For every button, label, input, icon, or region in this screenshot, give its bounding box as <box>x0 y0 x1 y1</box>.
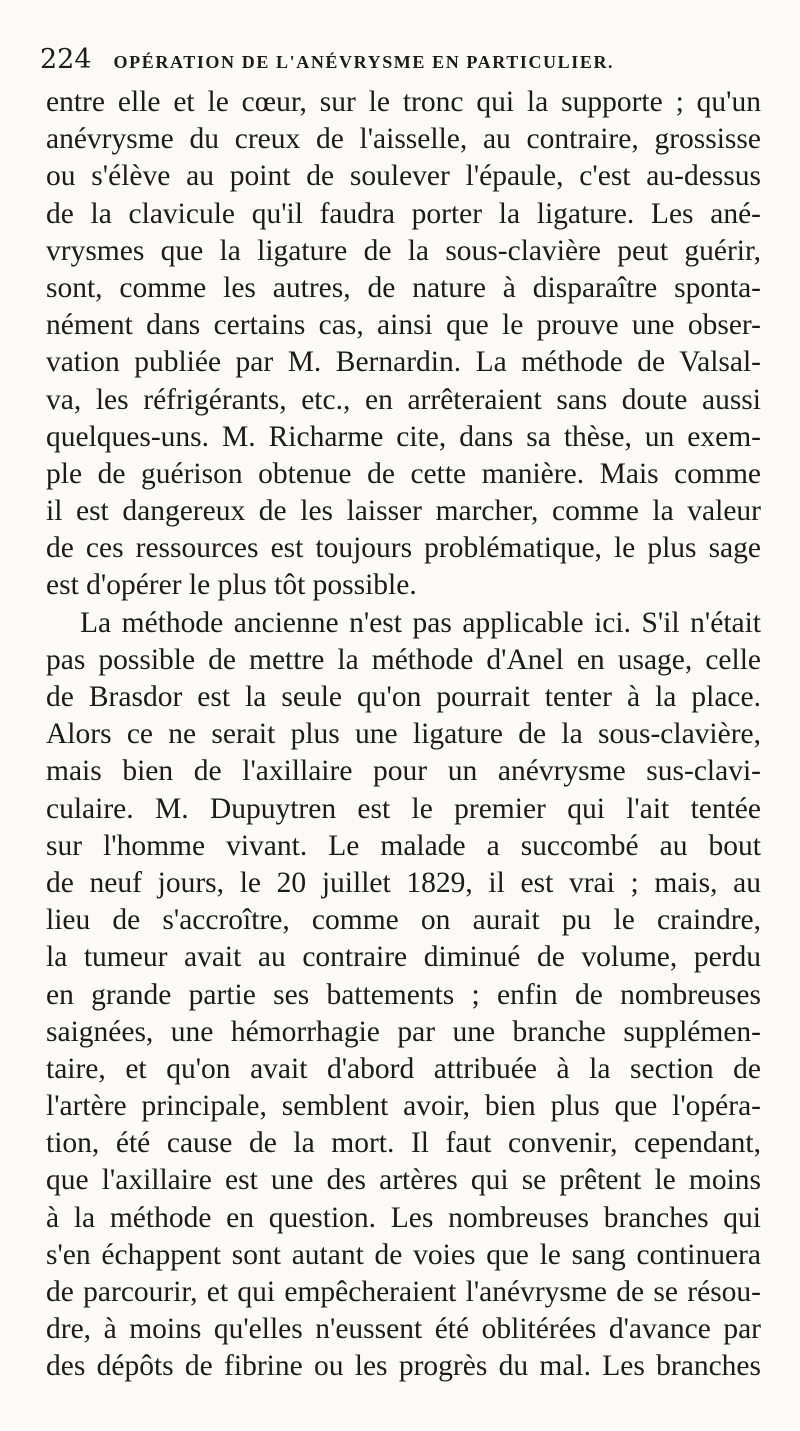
text-line: taire, et qu'on avait d'abord attribuée à la section de <box>46 1052 761 1085</box>
text-line: Alors ce ne serait plus une ligature de la sous-clavière, <box>46 718 761 751</box>
text-line: que l'axillaire est une des artères qui se prêtent le moins <box>46 1164 761 1197</box>
text-line: de la clavicule qu'il faudra porter la ligature. Les ané- <box>46 197 761 230</box>
text-line: de Brasdor est la seule qu'on pourrait tenter à la place. <box>46 681 761 713</box>
text-line: de neuf jours, le 20 juillet 1829, il est vrai ; mais, au <box>46 866 761 899</box>
body-text <box>46 84 766 1386</box>
text-line: s'en échappent sont autant de voies que le sang continuera <box>46 1238 761 1271</box>
text-line: entre elle et le cœur, sur le tronc qui la supporte ; qu'un <box>46 86 761 118</box>
text-line: de parcourir, et qui empêcheraient l'anévrysme de se résou- <box>46 1276 761 1308</box>
text-line: ou s'élève au point de soulever l'épaule, c'est au-dessus <box>46 160 761 193</box>
page-header <box>40 44 760 80</box>
text-line: vrysmes que la ligature de la sous-clavière peut guérir, <box>46 234 761 267</box>
text-line: mais bien de l'axillaire pour un anévrysme sus-clavi- <box>46 755 761 788</box>
text-line: anévrysme du creux de l'aisselle, au contraire, grossisse <box>46 123 761 156</box>
text-line: dre, à moins qu'elles n'eussent été oblitérées d'avance par <box>46 1313 761 1346</box>
paragraph-start-line: La méthode ancienne n'est pas applicable ici. S'il n'était <box>80 606 761 639</box>
text-line: des dépôts de fibrine ou les progrès du mal. Les branches <box>46 1350 761 1383</box>
text-line: sont, comme les autres, de nature à disparaître sponta- <box>46 271 761 304</box>
text-line: ple de guérison obtenue de cette manière. Mais comme <box>46 457 761 490</box>
text-line: est d'opérer le plus tôt possible. <box>46 569 417 602</box>
text-line: va, les réfrigérants, etc., en arrêteraient sans doute aussi <box>46 383 761 416</box>
text-line: de ces ressources est toujours problématique, le plus sage <box>46 532 761 565</box>
text-line: à la méthode en question. Les nombreuses branches qui <box>46 1201 761 1234</box>
text-line: lieu de s'accroître, comme on aurait pu le craindre, <box>46 904 761 937</box>
text-line: culaire. M. Dupuytren est le premier qui l'ait tentée <box>46 792 761 825</box>
text-line: la tumeur avait au contraire diminué de volume, perdu <box>46 941 761 974</box>
text-line: nément dans certains cas, ainsi que le prouve une obser- <box>46 309 761 342</box>
text-line: pas possible de mettre la méthode d'Anel en usage, celle <box>46 643 761 676</box>
text-line: l'artère principale, semblent avoir, bien plus que l'opéra- <box>46 1090 761 1123</box>
text-line: tion, été cause de la mort. Il faut convenir, cependant, <box>46 1127 761 1160</box>
text-line: il est dangereux de les laisser marcher, comme la valeur <box>46 495 761 528</box>
text-line: saignées, une hémorrhagie par une branche supplémen- <box>46 1015 761 1048</box>
page-number: 224 <box>40 44 92 75</box>
text-line: vation publiée par M. Bernardin. La méthode de Valsal- <box>46 346 761 379</box>
text-line: sur l'homme vivant. Le malade a succombé au bout <box>46 829 761 862</box>
running-head: OPÉRATION DE L'ANÉVRYSME EN PARTICULIER. <box>113 52 615 72</box>
text-line: en grande partie ses battements ; enfin de nombreuses <box>46 978 761 1011</box>
text-line: quelques-uns. M. Richarme cite, dans sa thèse, un exem- <box>46 420 761 453</box>
